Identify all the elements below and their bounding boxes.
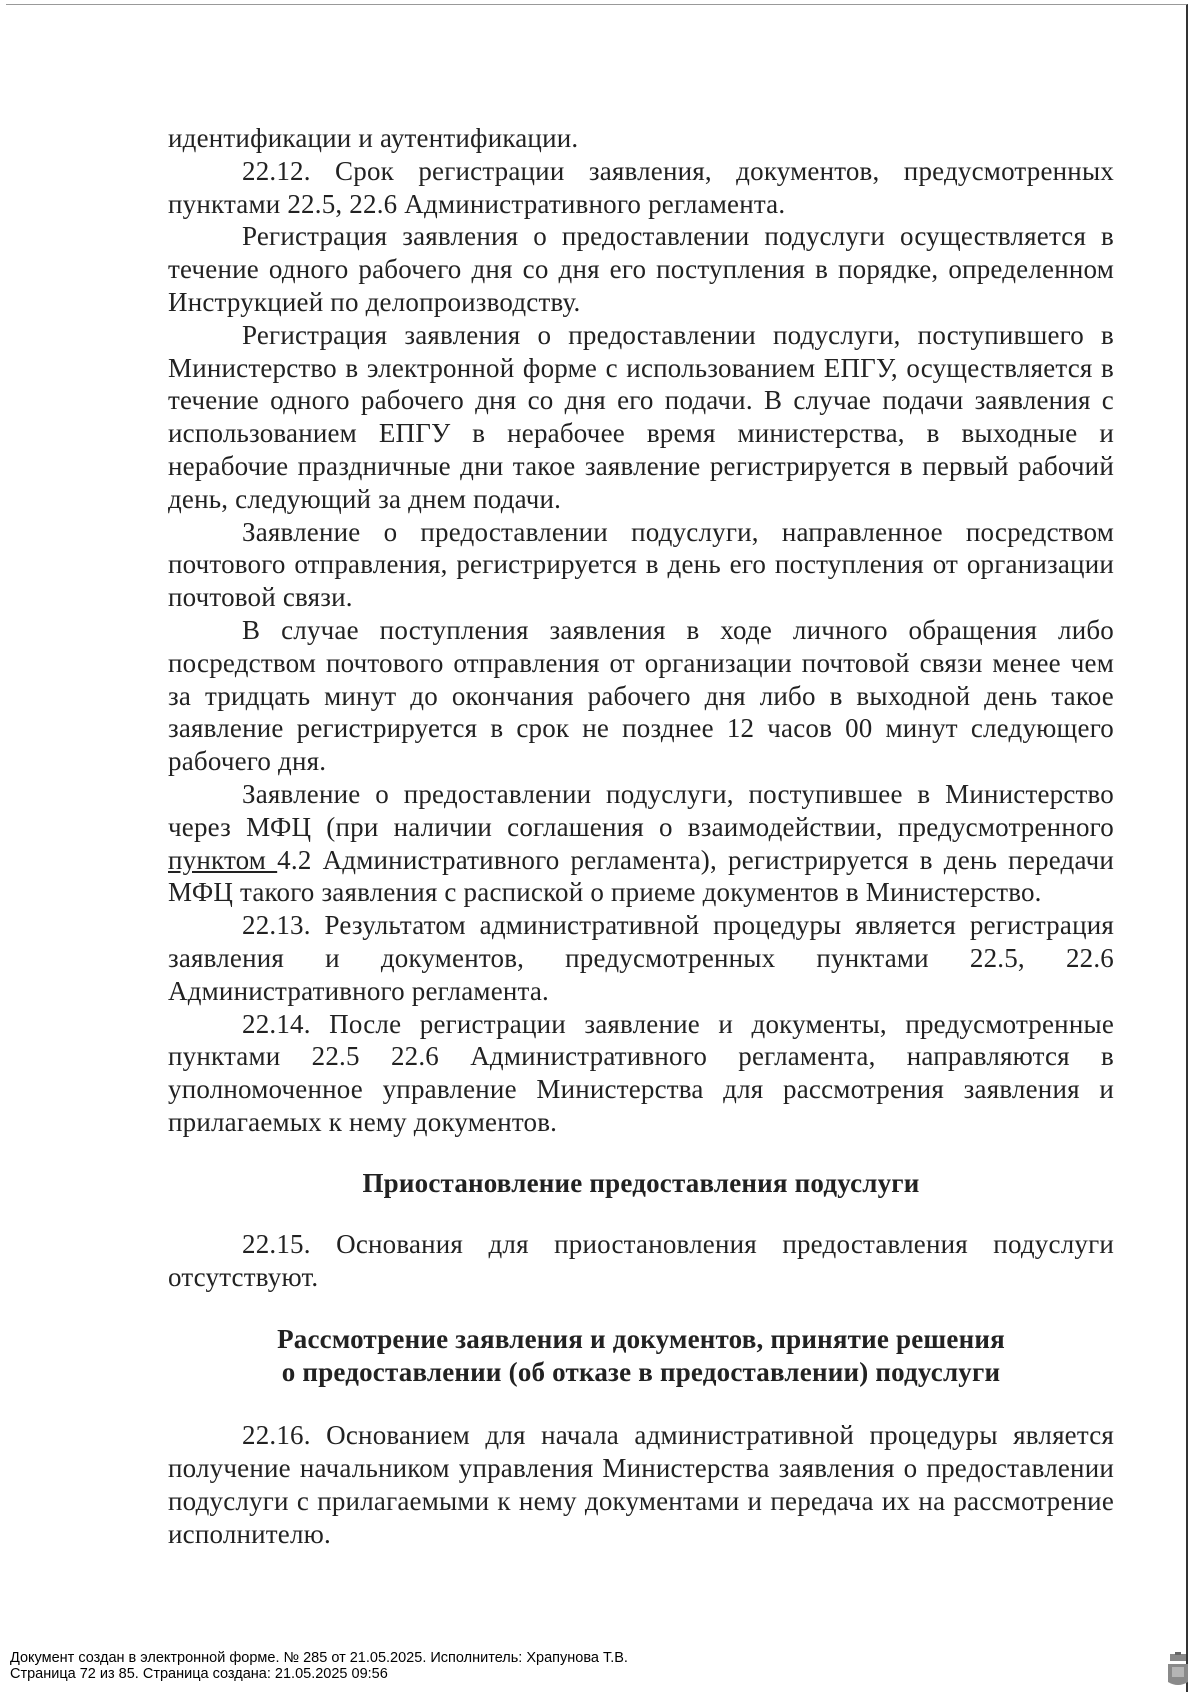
paragraph: идентификации и аутентификации. bbox=[168, 123, 579, 153]
paragraph-mfc-text-before: Заявление о предоставлении подуслуги, поступившее в Министерство через МФЦ (при наличии соглашения о взаимодействии, предусмотренного bbox=[168, 778, 1114, 842]
footer-page-info: Страница 72 из 85. Страница создана: 21.05.2025 09:56 bbox=[10, 1666, 388, 1682]
page-footer bbox=[10, 1650, 628, 1682]
paragraph-mfc bbox=[168, 778, 1114, 909]
paragraph-22-16: 22.16. Основанием для начала административной процедуры является получение начальником управления Министерства заявления о предоставлении подуслуги с прилагаемыми к нему документами и передача их на рассмотрение исполнителю. bbox=[168, 1420, 1114, 1549]
paragraph-mfc-text-after: 4.2 Административного регламента), регистрируется в день передачи МФЦ такого заявления с распиской о приеме документов в Министерство. bbox=[168, 844, 1114, 908]
paragraph-22-13: 22.13. Результатом административной процедуры является регистрация заявления и документов, предусмотренных пунктами 22.5, 22.6 Административного регламента. bbox=[168, 910, 1114, 1006]
section-heading-review bbox=[168, 1323, 1114, 1389]
paragraph: Регистрация заявления о предоставлении подуслуги осуществляется в течение одного рабочего дня со дня его поступления в порядке, определенном Инструкцией по делопроизводству. bbox=[168, 221, 1114, 317]
document-stamp-icon bbox=[1167, 1652, 1189, 1688]
footer-document-info: Документ создан в электронной форме. № 285 от 21.05.2025. Исполнитель: Храпунова Т.В. bbox=[10, 1650, 628, 1666]
section-heading-review-line1: Рассмотрение заявления и документов, принятие решения bbox=[277, 1324, 1005, 1355]
paragraph-22-14: 22.14. После регистрации заявление и документы, предусмотренные пунктами 22.5 22.6 Административного регламента, направляются в уполномоченное управление Министерства для рассмотрения заявления и прилагаемых к нему документов. bbox=[168, 1008, 1114, 1137]
clause-link[interactable]: пунктом bbox=[168, 844, 278, 875]
section-heading-review-line2: о предоставлении (об отказе в предоставлении) подуслуги bbox=[281, 1357, 1001, 1388]
paragraph: Заявление о предоставлении подуслуги, направленное посредством почтового отправления, регистрируется в день его поступления от организации почтовой связи. bbox=[168, 516, 1114, 613]
paragraph: В случае поступления заявления в ходе личного обращения либо посредством почтового отправления от организации почтовой связи менее чем за тридцать минут до окончания рабочего дня либо в выходной день такое заявление регистрируется в срок не позднее 12 часов 00 минут следующего рабочего дня. bbox=[168, 614, 1114, 777]
paragraph-22-12: 22.12. Срок регистрации заявления, документов, предусмотренных пунктами 22.5, 22.6 Административного регламента. bbox=[168, 155, 1114, 219]
document-body bbox=[168, 122, 1114, 1550]
paragraph-22-15: 22.15. Основания для приостановления предоставления подуслуги отсутствуют. bbox=[168, 1228, 1114, 1292]
section-heading-suspension: Приостановление предоставления подуслуги bbox=[362, 1167, 920, 1198]
paragraph: Регистрация заявления о предоставлении подуслуги, поступившего в Министерство в электронной форме с использованием ЕПГУ, осуществляется в течение одного рабочего дня со дня его подачи. В случае подачи заявления с использованием ЕПГУ в нерабочее время министерства, в выходные и нерабочие праздничные дни такое заявление регистрируется в первый рабочий день, следующий за днем подачи. bbox=[168, 319, 1114, 514]
